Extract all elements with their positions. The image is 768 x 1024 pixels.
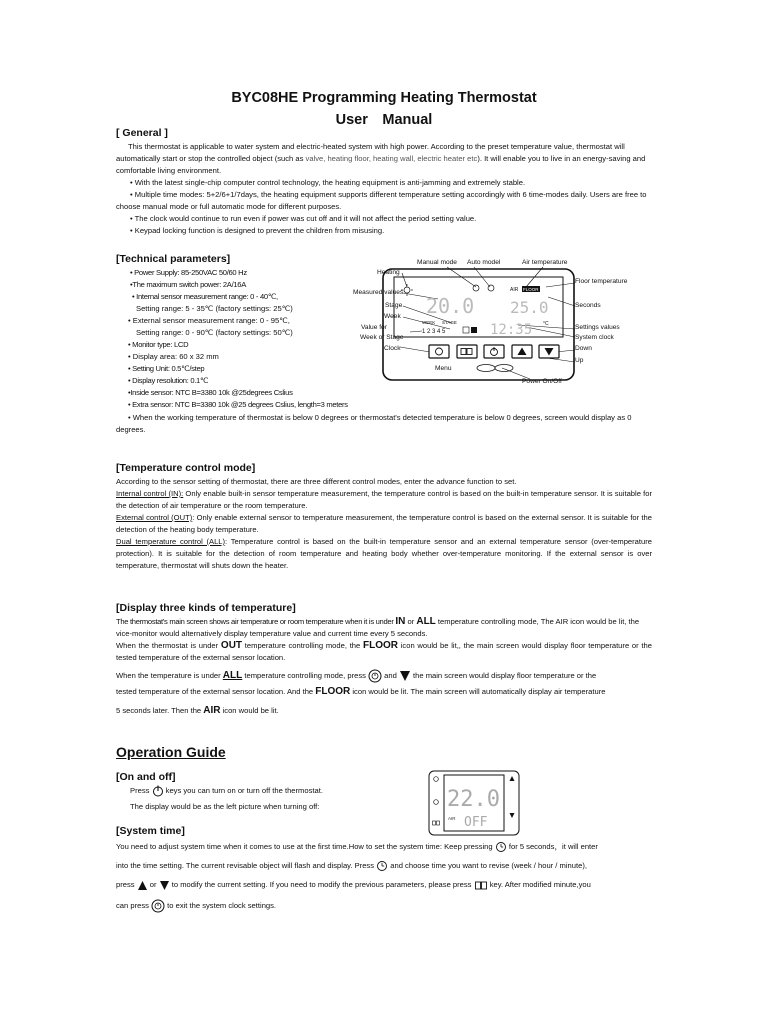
label-menu: Menu	[435, 365, 452, 372]
tech-internal-range: • Internal sensor measurement range: 0 - 40℃,	[132, 292, 278, 301]
operation-guide-heading: Operation Guide	[116, 744, 226, 760]
label-stage: Stage	[385, 302, 403, 309]
disp-heading: [Display three kinds of temperature]	[116, 602, 296, 614]
tech-monitor-type: • Monitor type: LCD	[128, 340, 189, 349]
lcd-floor-label: FLOOR	[523, 287, 539, 292]
tech-heading: [Technical parameters]	[116, 253, 231, 265]
general-bullet-2: • Multiple time modes: 5+2/6+1/7days, the heating equipment supports different temperature setting accordingly with 6 time-modes daily. Users are free to choose manual mode or full automatic mode for different purposes.	[116, 190, 647, 211]
power-icon	[152, 785, 164, 797]
general-bullet-4: • Keypad locking function is designed to prevent the children from misusing.	[130, 226, 385, 235]
clock-button[interactable]	[429, 345, 449, 358]
label-manual-mode: Manual mode	[417, 259, 457, 266]
doc-title: BYC08HE Programming Heating Thermostat	[231, 90, 537, 106]
lcd-main-temperature: 20.0	[426, 294, 475, 318]
doc-subtitle: User Manual	[335, 112, 433, 128]
lcd-degree-unit: °C	[543, 321, 549, 327]
lcd-time: 12:35	[490, 322, 533, 338]
clock-button-icon	[151, 899, 165, 913]
lcd-week-label: WEEK	[422, 320, 436, 325]
systime-line-2: into the time setting. The current revisable object will flash and display. Press and choose time you want to revise (week / hour / minute),	[116, 861, 587, 870]
tech-external-range: • External sensor measurement range: 0 - 95℃,	[128, 316, 290, 325]
label-measured-values: Measured values	[353, 289, 404, 296]
off-lcd-temperature: 22.0	[447, 787, 500, 812]
label-system-clock: System clock	[575, 334, 614, 341]
lcd-week-digits: 1 2 3 4 5	[422, 329, 446, 335]
disp-para-3: When the temperature is under ALL temperature controlling mode, press and the main screen would display floor temperature or the	[116, 670, 597, 681]
systime-line-4: can press to exit the system clock settings.	[116, 899, 652, 913]
lcd-week-box-7	[471, 327, 477, 333]
disp-para-2: When the thermostat is under OUT temperature controlling mode, the FLOOR icon would be lit,, the main screen would display floor temperature or the tested temperature of the external sensor location.	[116, 640, 652, 662]
label-floor-temperature: Floor temperature	[575, 278, 628, 285]
general-heading: [ General ]	[116, 127, 168, 139]
off-state-svg	[428, 770, 520, 836]
tech-display-resolution: • Display resolution: 0.1℃	[128, 376, 209, 385]
general-intro: This thermostat is applicable to water system and electric-heated system with high power. According to the preset temperature value, thermostat will automatically start or stop the controlled object (such as valve, heating floor, heating wall, electric heater etc). It will enable you to live in an energy-saving and comfortable living environment.	[116, 142, 646, 175]
lcd-stage-label: STAGE	[442, 320, 457, 325]
lcd-air-label: AIR	[510, 287, 519, 293]
tcm-dual: Dual temperature control (ALL): Temperature control is based on the built-in temperature sensor and an external temperature sensor (over-temperature protection). It is suitable for the detection of room temperature and heating body whether over-temperature monitoring. If the external sensor is over temperature, thermostat will shuts down the heater.	[116, 537, 652, 570]
label-week: Week	[384, 313, 401, 320]
power-button[interactable]	[484, 345, 504, 358]
lcd-secondary-temperature: 25.0	[510, 298, 549, 317]
general-bullet-1: • With the latest single-chip computer control technology, the heating equipment is anti-jamming and extremely stable.	[130, 178, 526, 187]
clock-button-icon	[368, 669, 382, 683]
off-state-picture	[428, 770, 520, 836]
clock-icon	[495, 841, 507, 853]
clock-icon	[376, 860, 388, 872]
label-value-for: Value for	[361, 324, 387, 331]
disp-para-5: 5 seconds later. Then the AIR icon would be lit.	[116, 705, 279, 716]
tcm-intro: According to the sensor setting of thermostat, there are three different control modes, enter the advance function to set.	[116, 477, 517, 486]
up-arrow-icon	[137, 880, 148, 891]
label-up: Up	[575, 357, 584, 364]
down-arrow-icon	[399, 670, 411, 682]
systime-line-3: press or to modify the current setting. If you need to modify the previous parameters, please press key. After modified minute,you	[116, 880, 591, 889]
off-lcd-air: AIR	[448, 816, 456, 821]
label-heating: Heating	[377, 269, 400, 276]
label-week-or-stage: Week or Stage	[360, 334, 404, 341]
down-arrow-icon	[159, 880, 170, 891]
systime-heading: [System time]	[116, 825, 185, 837]
onoff-text-1: Press keys you can turn on or turn off the thermostat.	[130, 786, 323, 795]
label-settings-values: Settings values	[575, 324, 620, 331]
label-down: Down	[575, 345, 592, 352]
general-bullet-3: • The clock would continue to run even if power was cut off and it will not affect the period setting value.	[130, 214, 477, 223]
disp-para-4: tested temperature of the external sensor location. And the FLOOR icon would be lit. The main screen will automatically display air temperature	[116, 686, 606, 697]
thermostat-diagram	[350, 255, 660, 390]
label-air-temperature: Air temperature	[522, 259, 568, 266]
label-clock: Clock	[384, 345, 401, 352]
tech-inside-sensor: •Inside sensor: NTC B=3380 10k @25degrees Cslius	[128, 388, 293, 397]
tcm-heading: [Temperature control mode]	[116, 462, 256, 474]
tech-power-supply: • Power Supply: 85-250VAC 50/60 Hz	[130, 268, 247, 277]
menu-icon	[474, 880, 488, 891]
label-auto-model: Auto model	[467, 259, 501, 266]
onoff-heading: [On and off]	[116, 771, 176, 783]
label-power-onoff: Power On/Off	[522, 378, 562, 385]
tcm-external: External control (OUT): Only enable external sensor to temperature measurement, the temperature control is based on the external sensor. It is suitable for the detection of the heating body temperature.	[116, 513, 652, 534]
disp-para-1: The thermostat's main screen shows air temperature or room temperature when it is under IN or ALL temperature controlling mode, The AIR icon would be lit, the vice-monitor would alternatively display temperature value and current time every 5 seconds.	[116, 616, 640, 638]
tech-max-switch: •The maximum switch power: 2A/16A	[130, 280, 246, 289]
tech-internal-setting: Setting range: 5 - 35℃ (factory settings: 25℃)	[136, 304, 293, 313]
onoff-text-2: The display would be as the left picture when turning off:	[130, 802, 320, 811]
tech-extra-sensor: • Extra sensor: NTC B=3380 10k @25 degrees Cslius, length=3 meters	[128, 400, 348, 409]
tcm-internal: Internal control (IN): Only enable built-in sensor temperature measurement, the temperature control is based on the built-in temperature sensor. It is suitable for the detection of air temperature or the room temperature.	[116, 489, 652, 510]
tech-below-zero-note: • When the working temperature of thermostat is below 0 degrees or thermostat's detected temperature is below 0 degrees, screen would display as 0 degrees.	[116, 413, 632, 434]
off-lcd-off: OFF	[464, 815, 488, 830]
label-seconds: Seconds	[575, 302, 601, 309]
tech-display-area: • Display area: 60 x 32 mm	[128, 352, 219, 361]
systime-line-1: You need to adjust system time when it comes to use at the first time.How to set the system time: Keep pressing for 5 seconds，it will enter	[116, 842, 598, 851]
tech-setting-unit: • Setting Unit: 0.5℃/step	[128, 364, 205, 373]
tech-external-setting: Setting range: 0 - 90℃ (factory settings: 50℃)	[136, 328, 293, 337]
